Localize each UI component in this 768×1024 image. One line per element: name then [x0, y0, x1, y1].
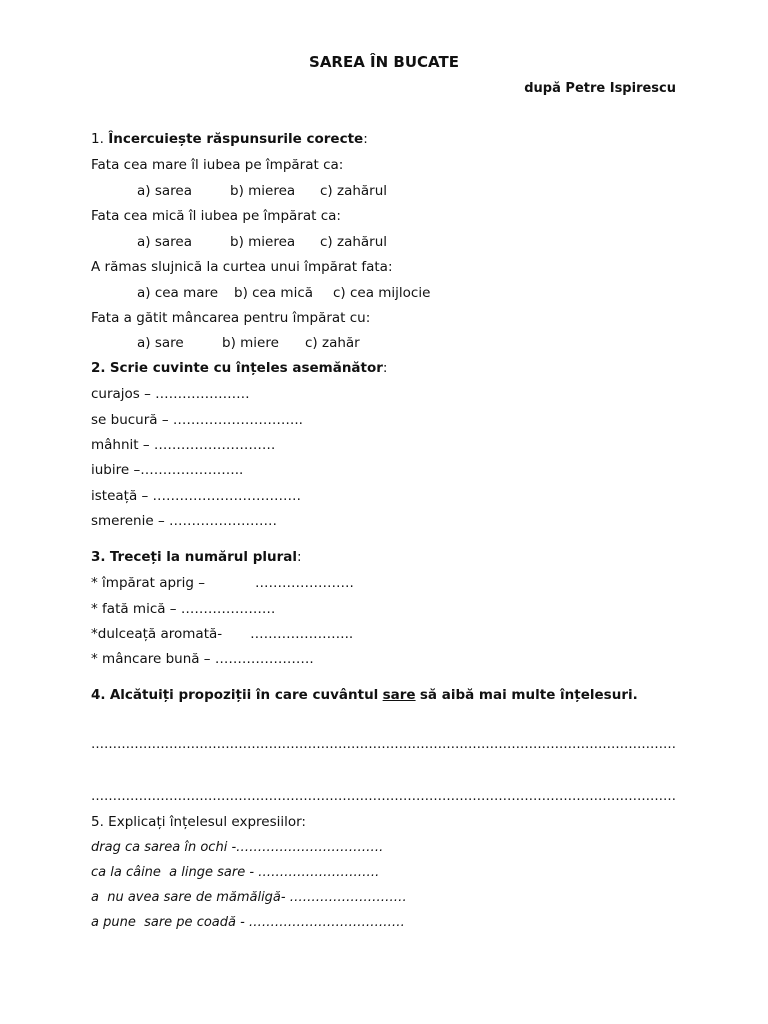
plural-term: * împărat aprig –: [91, 575, 205, 591]
author-line: după Petre Ispirescu: [524, 81, 676, 96]
option-a[interactable]: a) cea mare: [137, 285, 219, 301]
exercise-3-colon: :: [297, 549, 302, 565]
option-b[interactable]: b) cea mică: [234, 285, 314, 301]
option-b[interactable]: b) mierea: [230, 234, 296, 250]
exercise-4-title-end: să aibă mai multe înțelesuri: [419, 687, 633, 703]
exercise-1-question-2: Fata cea mică îl iubea pe împărat ca:: [91, 208, 341, 224]
plural-item[interactable]: [91, 601, 275, 617]
exercise-4-title: Alcătuiți propoziții în care cuvântul: [109, 687, 379, 703]
synonym-item[interactable]: smerenie – ……………………: [91, 513, 277, 529]
exercise-1-options-1: [137, 183, 387, 199]
plural-term: * mâncare bună – ………………….: [91, 651, 314, 667]
exercise-4-number: 4.: [91, 687, 106, 703]
exercise-1-options-3: [137, 285, 430, 301]
exercise-3-number: 3.: [91, 549, 106, 565]
exercise-1-colon: :: [363, 131, 368, 147]
answer-line[interactable]: ………………………………………………………………………………………………………………………: [91, 737, 676, 752]
plural-blank[interactable]: …………………..: [250, 626, 354, 642]
exercise-1-options-4: [137, 335, 360, 351]
plural-item[interactable]: [91, 651, 314, 667]
option-c[interactable]: c) zahăr: [305, 335, 360, 351]
synonym-item[interactable]: curajos – …………………: [91, 386, 250, 402]
expression-item[interactable]: ca la câine a linge sare - ……………………….: [91, 865, 380, 880]
exercise-3-title: Treceți la numărul plural: [109, 549, 298, 565]
answer-line[interactable]: ………………………………………………………………………………………………………………………: [91, 789, 676, 804]
exercise-1-number: 1.: [91, 131, 104, 147]
exercise-1-heading: [91, 131, 368, 147]
synonym-item[interactable]: se bucură – ………………………..: [91, 412, 303, 428]
exercise-1-title: Încercuiește răspunsurile corecte: [108, 131, 364, 147]
exercise-4-heading: [91, 687, 638, 703]
synonym-item[interactable]: isteață – ……………………………: [91, 488, 302, 504]
exercise-4-period: .: [632, 687, 638, 703]
option-a[interactable]: a) sare: [137, 335, 184, 351]
exercise-2-number: 2.: [91, 360, 106, 376]
option-c[interactable]: c) zahărul: [320, 183, 388, 199]
option-b[interactable]: b) mierea: [230, 183, 296, 199]
plural-term: *dulceață aromată-: [91, 626, 223, 642]
synonym-item[interactable]: iubire –…………………..: [91, 462, 244, 478]
option-a[interactable]: a) sarea: [137, 183, 192, 199]
option-b[interactable]: b) miere: [222, 335, 279, 351]
exercise-1-question-4: Fata a gătit mâncarea pentru împărat cu:: [91, 310, 371, 326]
synonym-item[interactable]: mâhnit – ………………………: [91, 437, 276, 453]
exercise-5-heading: 5. Explicați înțelesul expresiilor:: [91, 814, 306, 830]
plural-term: * fată mică – …………………: [91, 601, 276, 617]
exercise-2-title: Scrie cuvinte cu înțeles asemănător: [109, 360, 383, 376]
option-c[interactable]: c) zahărul: [320, 234, 388, 250]
exercise-2-heading: [91, 360, 387, 376]
option-a[interactable]: a) sarea: [137, 234, 192, 250]
expression-item[interactable]: a nu avea sare de mămăligă- ………………………: [91, 890, 407, 905]
worksheet-title: SAREA ÎN BUCATE: [309, 53, 459, 71]
option-c[interactable]: c) cea mijlocie: [333, 285, 431, 301]
expression-item[interactable]: drag ca sarea în ochi -…………………………….: [91, 840, 384, 855]
keyword-sare: sare: [382, 687, 416, 703]
plural-blank[interactable]: ………………….: [254, 575, 354, 591]
plural-item[interactable]: [91, 575, 354, 591]
expression-item[interactable]: a pune sare pe coadă - ………………………………: [91, 915, 405, 930]
plural-item[interactable]: [91, 626, 353, 642]
exercise-3-heading: [91, 549, 302, 565]
exercise-2-colon: :: [382, 360, 388, 376]
exercise-1-question-1: Fata cea mare îl iubea pe împărat ca:: [91, 157, 344, 173]
exercise-1-options-2: [137, 234, 387, 250]
exercise-1-question-3: A rămas slujnică la curtea unui împărat fata:: [91, 259, 393, 275]
